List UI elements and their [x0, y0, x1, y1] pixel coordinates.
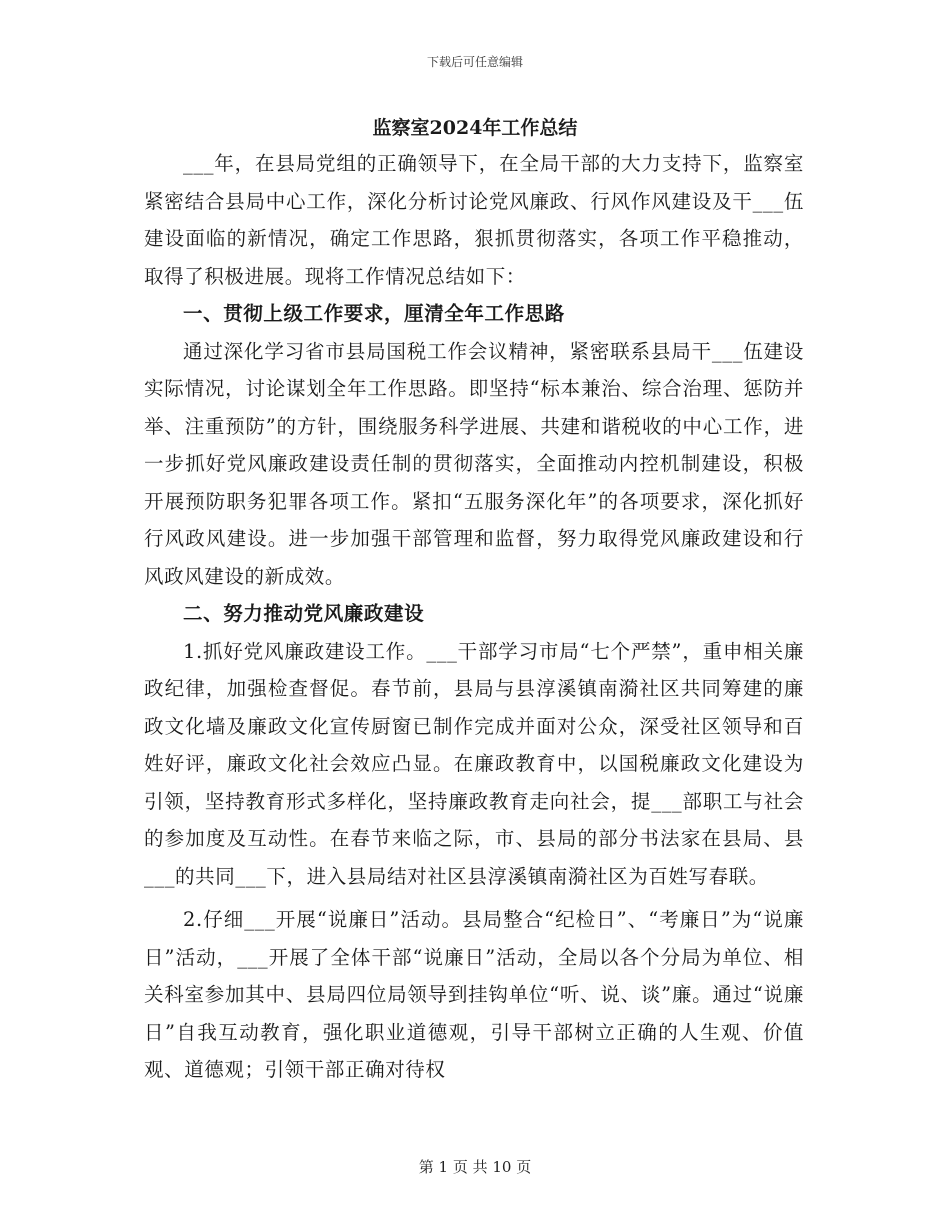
- item-1-paragraph: 1.抓好党风廉政建设工作。___干部学习市局“七个严禁”，重申相关廉政纪律，加强检查督促。春节前，县局与县淳溪镇南漪社区共同筹建的廉政文化墙及廉政文化宣传厨窗已制作完成并面对公众，深受社区领导和百姓好评，廉政文化社会效应凸显。在廉政教育中，以国税廉政文化建设为引领，坚持教育形式多样化，坚持廉政教育走向社会，提___部职工与社会的参加度及互动性。在春节来临之际，市、县局的部分书法家在县局、县___的共同___下，进入县局结对社区县淳溪镇南漪社区为百姓写春联。: [144, 639, 804, 888]
- document-body: [144, 145, 804, 1089]
- section-1-paragraph: 通过深化学习省市县局国税工作会议精神，紧密联系县局干___伍建设实际情况，讨论谋划全年工作思路。即坚持“标本兼治、综合治理、惩防并举、注重预防”的方针，围绕服务科学进展、共建和谐税收的中心工作，进一步抓好党风廉政建设责任制的贯彻落实，全面推动内控机制建设，积极开展预防职务犯罪各项工作。紧扣“五服务深化年”的各项要求，深化抓好行风政风建设。进一步加强干部管理和监督，努力取得党风廉政建设和行风政风建设的新成效。: [144, 339, 804, 588]
- item-2-paragraph: 2.仔细___开展“说廉日”活动。县局整合“纪检日”、“考廉日”为“说廉日”活动，___开展了全体干部“说廉日”活动，全局以各个分局为单位、相关科室参加其中、县局四位局领导到挂钩单位“听、说、谈”廉。通过“说廉日”自我互动教育，强化职业道德观，引导干部树立正确的人生观、价值观、道德观；引领干部正确对待权: [144, 908, 804, 1081]
- section-1-heading: 一、贯彻上级工作要求，厘清全年工作思路: [183, 302, 565, 325]
- page-number: 第 1 页 共 10 页: [418, 1158, 532, 1176]
- intro-paragraph: ___年，在县局党组的正确领导下，在全局干部的大力支持下，监察室紧密结合县局中心工作，深化分析讨论党风廉政、行风作风建设及干___伍建设面临的新情况，确定工作思路，狠抓贯彻落实，各项工作平稳推动，取得了积极进展。现将工作情况总结如下：: [144, 152, 804, 288]
- document-title: 监察室2024年工作总结: [372, 117, 578, 139]
- section-2-heading: 二、努力推动党风廉政建设: [183, 602, 425, 625]
- page-header-note: 下载后可任意编辑: [426, 55, 523, 69]
